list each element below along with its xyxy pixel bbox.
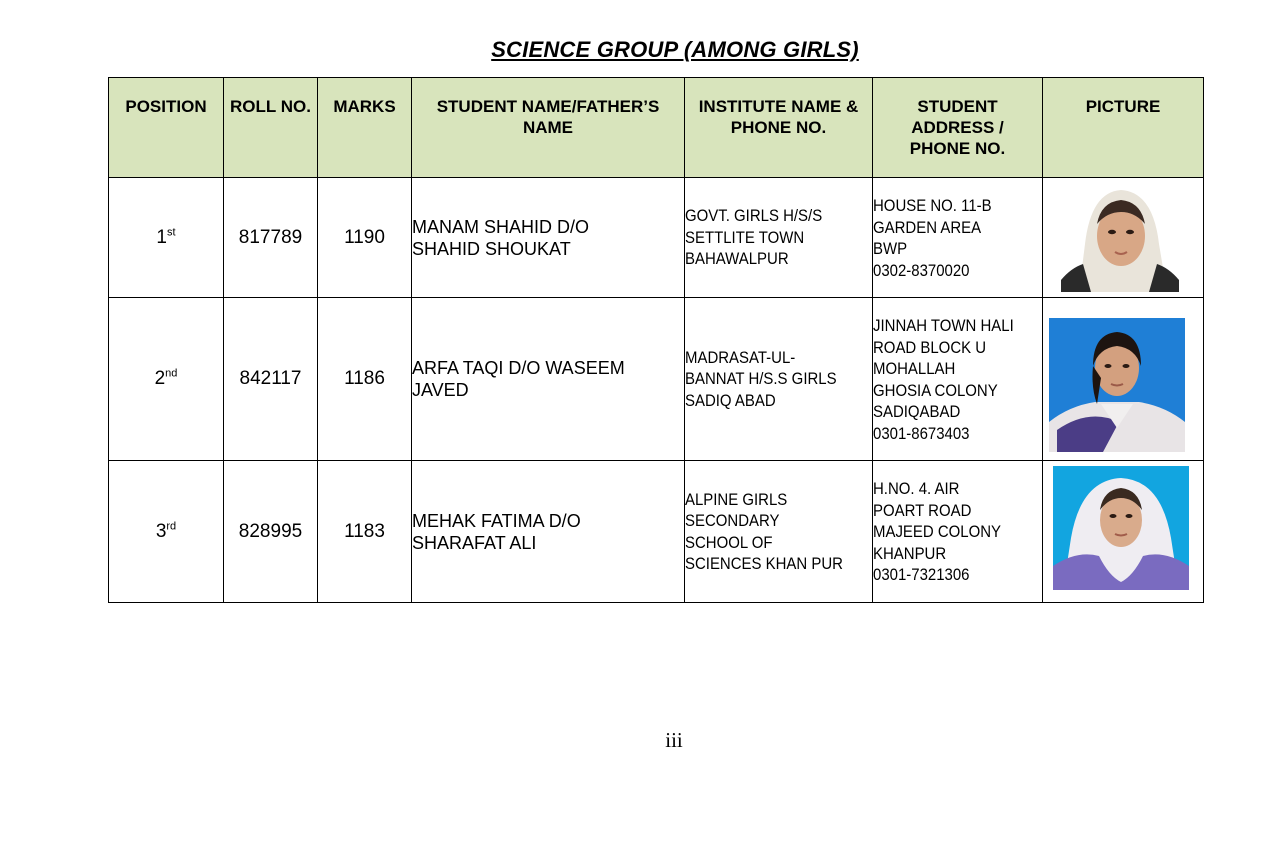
marks-cell: 1183 [318,461,412,603]
student-name-cell: ARFA TAQI D/O WASEEM JAVED [412,298,685,461]
header-institute: INSTITUTE NAME & PHONE NO. [685,78,873,178]
student-photo [1053,466,1189,590]
table-row [109,461,1204,603]
table-row [109,298,1204,461]
header-row [109,78,1204,178]
roll-cell: 842117 [224,298,318,461]
position-cell: 3rd [109,461,224,603]
page-title: SCIENCE GROUP (AMONG GIRLS) [491,37,859,62]
picture-cell [1043,178,1204,298]
marks-cell: 1190 [318,178,412,298]
student-photo [1049,318,1185,452]
header-student-name: STUDENT NAME/FATHER’S NAME [412,78,685,178]
institute-cell: GOVT. GIRLS H/S/S SETTLITE TOWN BAHAWALPUR [685,178,873,298]
address-cell: H.NO. 4. AIR POART ROAD MAJEED COLONY KHANPUR 0301-7321306 [873,461,1043,603]
institute-cell: ALPINE GIRLS SECONDARY SCHOOL OF SCIENCES KHAN PUR [685,461,873,603]
header-picture: PICTURE [1043,78,1204,178]
position-cell: 1st [109,178,224,298]
address-cell: JINNAH TOWN HALI ROAD BLOCK U MOHALLAH GHOSIA COLONY SADIQABAD 0301-8673403 [873,298,1043,461]
institute-cell: MADRASAT-UL- BANNAT H/S.S GIRLS SADIQ ABAD [685,298,873,461]
student-name-cell: MEHAK FATIMA D/O SHARAFAT ALI [412,461,685,603]
student-photo [1061,184,1179,292]
page-number: iii [665,728,683,752]
address-cell: HOUSE NO. 11-B GARDEN AREA BWP 0302-8370020 [873,178,1043,298]
roll-cell: 817789 [224,178,318,298]
header-roll-no: ROLL NO. [224,78,318,178]
student-name-cell: MANAM SHAHID D/O SHAHID SHOUKAT [412,178,685,298]
header-position: POSITION [109,78,224,178]
picture-cell [1043,461,1204,603]
roll-cell: 828995 [224,461,318,603]
table-row [109,178,1204,298]
header-marks: MARKS [318,78,412,178]
results-table [108,77,1204,603]
picture-cell [1043,298,1204,461]
marks-cell: 1186 [318,298,412,461]
position-cell: 2nd [109,298,224,461]
header-address: STUDENT ADDRESS / PHONE NO. [873,78,1043,178]
